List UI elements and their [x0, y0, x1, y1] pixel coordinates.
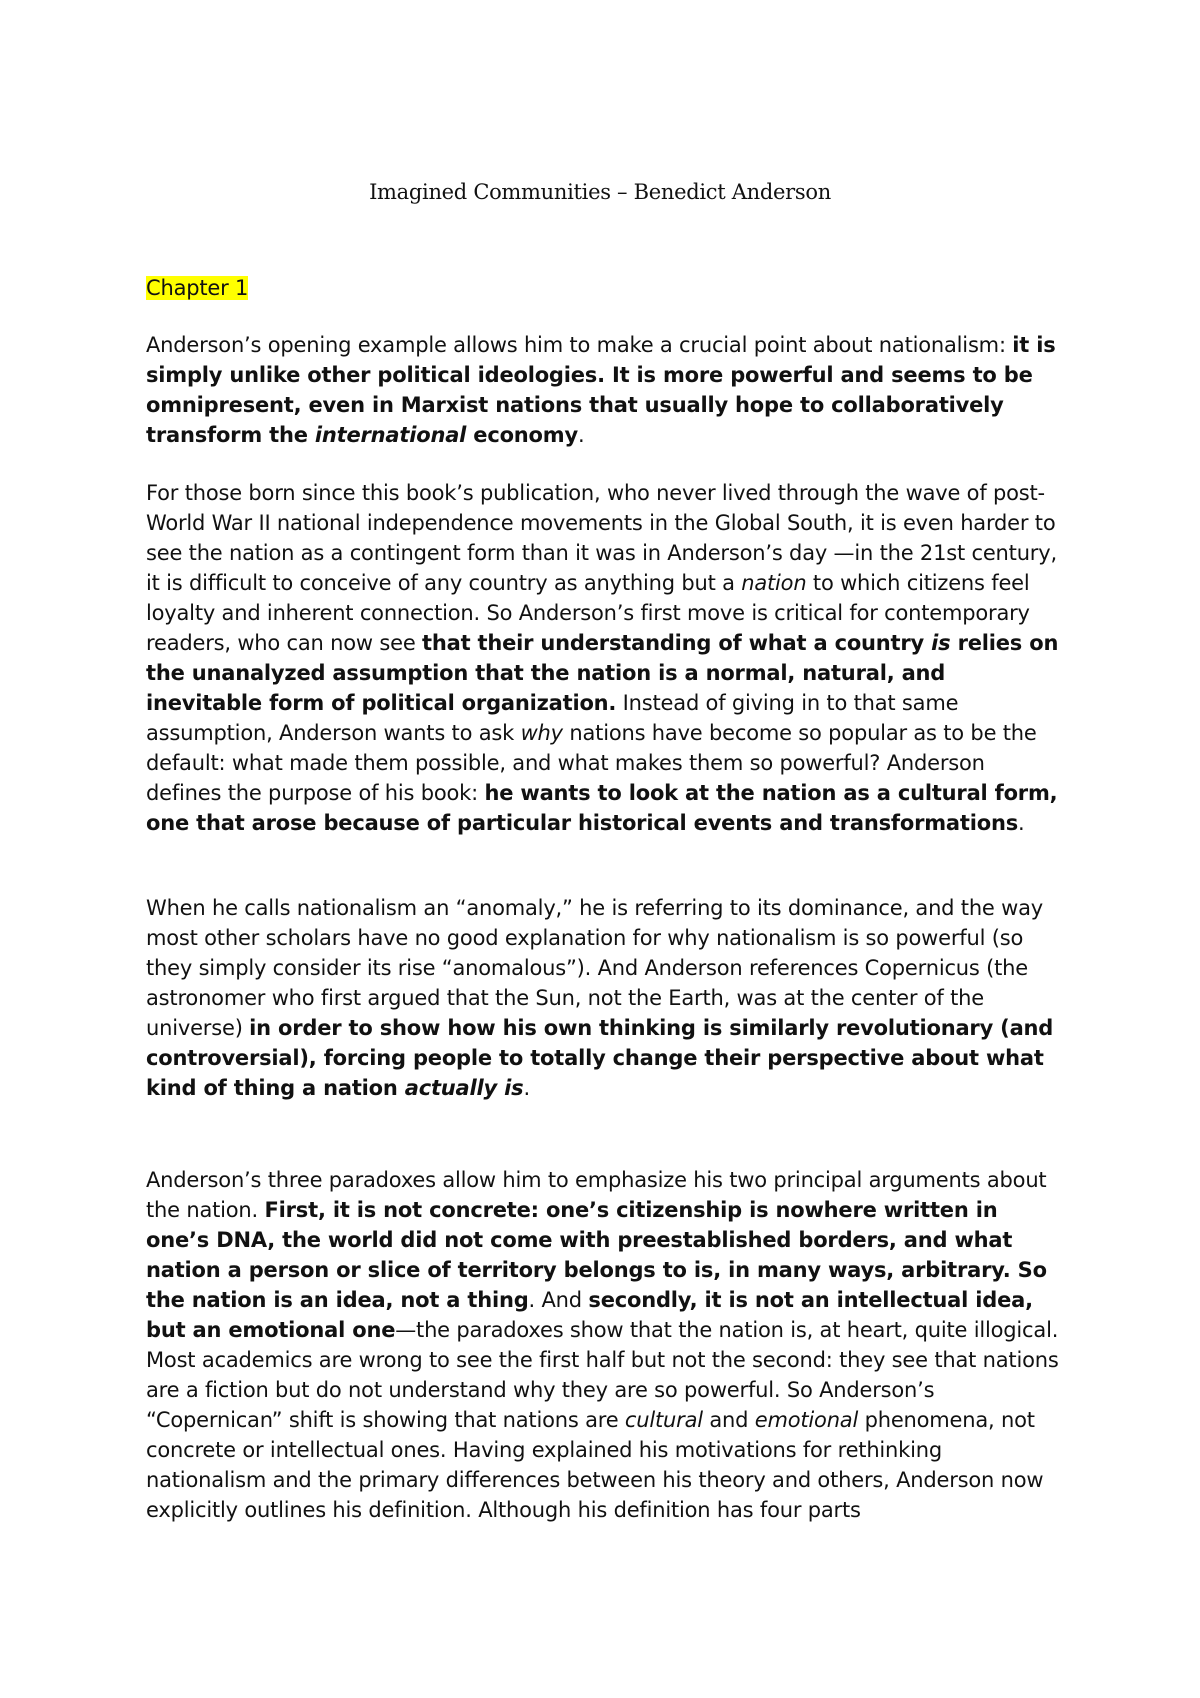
bold-run: relies on the unanalyzed assumption that the nation is a normal, natural, and inevitable form of political organization. — [146, 631, 1059, 715]
text-run: . — [523, 1076, 530, 1100]
text-run: Instead of giving in to that same assumption, Anderson wants to ask — [146, 691, 959, 745]
text-run: Anderson’s opening example allows him to make a crucial point about nationalism: — [146, 333, 1013, 357]
text-run: For those born since this book’s publication, who never lived through the wave of post- World War II national independence movements in the Global South, it is even harder to see the nation as a contingent form than it was in Anderson’s day —in the 21st century, it is difficult to conceive of any country as anything but a — [146, 481, 1057, 595]
bold-run: economy — [466, 423, 578, 447]
bold-run — [315, 423, 466, 447]
text-run: —the paradoxes show that the nation is, at heart, quite illogical. Most academics are wrong to see the first half but not the second: they see that nations are a fiction but do not understand why they are so powerful. So Anderson’s “Copernican” shift is showing that nations are — [146, 1318, 1059, 1432]
bold-run: he wants to look at the nation as a cultural form, one that arose because of particular historical events and transformations — [146, 781, 1058, 835]
italic-run: emotional — [754, 1408, 859, 1432]
italic-run: why — [520, 721, 563, 745]
text-run: phenomena, not concrete or intellectual ones. Having explained his motivations for rethinking nationalism and the primary differences between his theory and others, Anderson now explicitly outlines his definition. Although his definition has four parts — [146, 1408, 1044, 1522]
bold-run: in order to show how his own thinking is similarly revolutionary (and controversial), forcing people to totally change their perspective about what kind of thing a nation — [146, 1016, 1054, 1100]
bold-run: secondly, it is not an intellectual idea, but an emotional one — [146, 1288, 1033, 1342]
document-title: Imagined Communities – Benedict Anderson — [369, 180, 831, 204]
text-run: When he calls nationalism an “anomaly,” he is referring to its dominance, and the way most other scholars have no good explanation for why nationalism is so powerful (so they simply consider its rise “anomalous”). And Anderson references Copernicus (the astronomer who first argued that the Sun, not the Earth, was at the center of the universe) — [146, 896, 1043, 1040]
bold-run — [405, 1076, 524, 1100]
paragraph-3 — [146, 893, 1066, 1103]
chapter-heading — [146, 273, 1066, 303]
paragraph-2 — [146, 478, 1066, 838]
paragraph-1 — [146, 330, 1066, 450]
text-run: . — [577, 423, 585, 447]
italic-run: cultural — [624, 1408, 703, 1432]
bold-run: that their understanding of what a country — [422, 631, 932, 655]
bold-italic-run: is — [931, 631, 951, 655]
bold-run — [931, 631, 950, 655]
chapter-heading-highlight: Chapter 1 — [146, 276, 249, 300]
bold-run: First, it is not concrete: one’s citizenship is nowhere written in one’s DNA, the world did not come with preestablished borders, and what nation a person or slice of territory belongs to is, in many ways, arbitrary. So the nation is an idea, not a thing — [146, 1198, 1047, 1312]
italic-run: nation — [741, 571, 807, 595]
text-run: to which citizens feel loyalty and inherent connection. So Anderson’s first move is critical for contemporary readers, who can now see — [146, 571, 1030, 655]
bold-run: it is simply unlike other political ideologies. It is more powerful and seems to be omnipresent, even in Marxist nations that usually hope to collaboratively transform the — [146, 333, 1056, 447]
paragraph-4 — [146, 1165, 1066, 1525]
bold-italic-run: international — [314, 423, 467, 447]
text-run: . And — [528, 1288, 589, 1312]
bold-italic-run: actually is — [404, 1076, 524, 1100]
text-run: Anderson’s three paradoxes allow him to emphasize his two principal arguments about the nation. — [146, 1168, 1047, 1222]
text-run: . — [1018, 811, 1025, 835]
text-run: nations have become so popular as to be the default: what made them possible, and what makes them so powerful? Anderson defines the purpose of his book: — [146, 721, 1037, 805]
text-run: and — [702, 1408, 755, 1432]
